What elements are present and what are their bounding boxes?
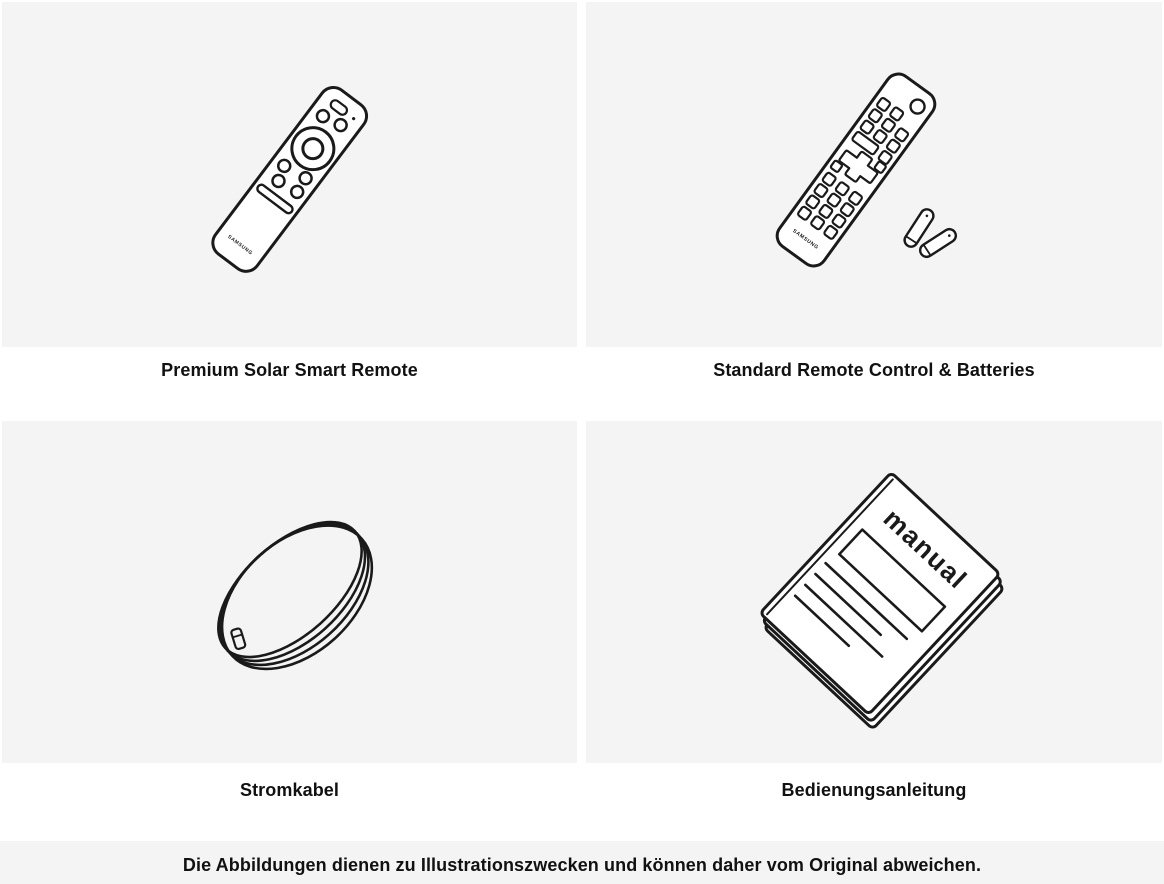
manual-drawing bbox=[755, 472, 1010, 729]
accessory-tile-power-cable bbox=[2, 421, 577, 763]
accessory-label-standard-remote: Standard Remote Control & Batteries bbox=[713, 360, 1035, 380]
accessory-tile-solar-remote bbox=[2, 2, 577, 347]
power-cable-drawing bbox=[195, 497, 400, 697]
manual-cover-text: manual bbox=[877, 503, 974, 596]
footer-note-bar bbox=[0, 841, 1164, 884]
cable-plug bbox=[231, 628, 246, 650]
accessory-tile-standard-remote bbox=[586, 2, 1162, 347]
accessory-tile-manual bbox=[586, 421, 1162, 763]
accessory-label-solar-remote: Premium Solar Smart Remote bbox=[161, 360, 418, 380]
footer-note: Die Abbildungen dienen zu Illustrationszwecken und können daher vom Original abweichen. bbox=[182, 854, 982, 875]
power-cable-coil-icon bbox=[2, 421, 577, 763]
samsung-logo-text: SAMSUNG bbox=[226, 233, 254, 257]
standard-remote-batteries-icon bbox=[586, 2, 1162, 347]
user-manual-booklet-icon bbox=[586, 421, 1162, 763]
samsung-logo-text: SAMSUNG bbox=[791, 228, 820, 252]
accessory-label-power-cable: Stromkabel bbox=[239, 780, 340, 800]
solar-remote-icon bbox=[2, 2, 577, 347]
solar-remote-drawing bbox=[207, 82, 372, 277]
accessory-label-manual: Bedienungsanleitung bbox=[781, 780, 967, 800]
